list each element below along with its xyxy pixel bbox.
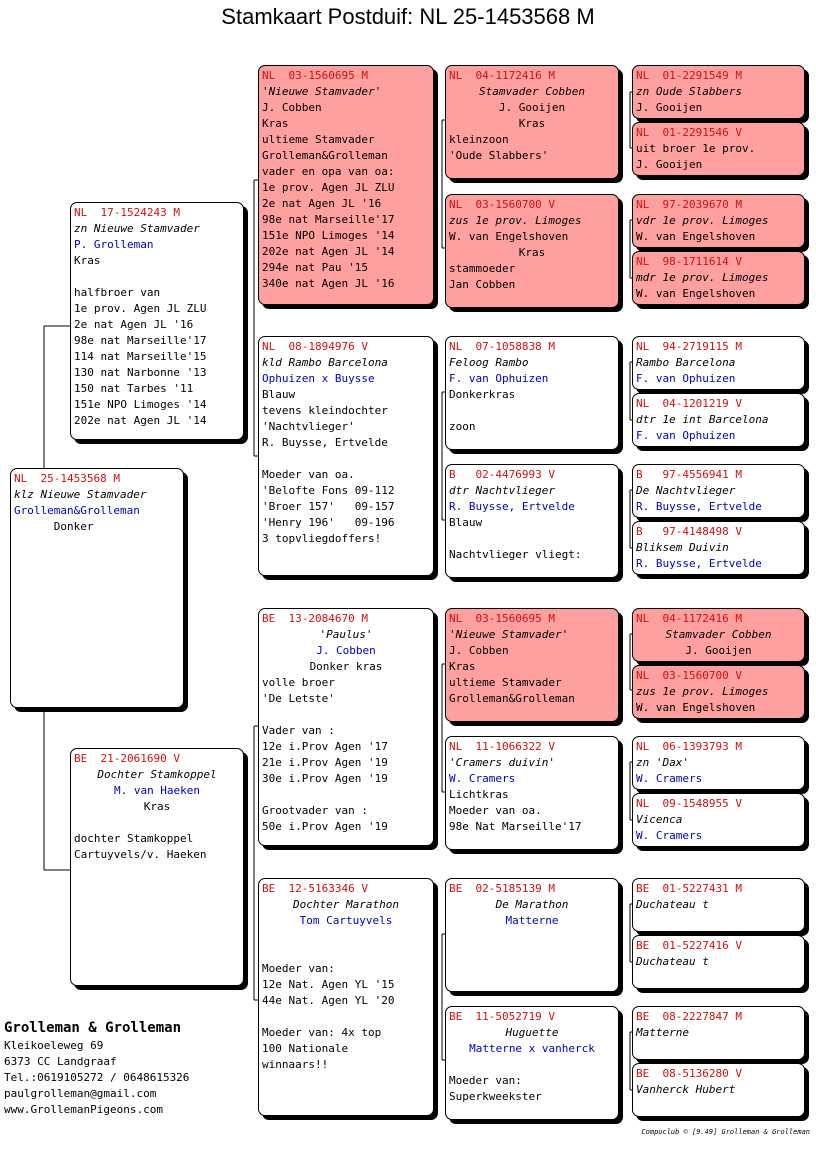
ring-number: NL 17-1524243 M <box>74 206 180 219</box>
pigeon-card <box>258 336 434 576</box>
ring-number: B 97-4556941 M <box>636 468 742 481</box>
pigeon-info-line: vdr 1e prov. Limoges <box>636 214 769 227</box>
pigeon-info-line: 2e nat Agen JL '16 <box>262 197 382 210</box>
ring-number: BE 08-5136280 V <box>636 1067 742 1080</box>
pigeon-info-line: Stamvader Cobben <box>479 85 585 98</box>
pigeon-card <box>445 878 619 992</box>
pigeon-info-line: 340e nat Agen JL '16 <box>262 277 395 290</box>
pigeon-info-line: De Marathon <box>495 898 569 911</box>
pigeon-card <box>70 748 244 986</box>
pigeon-info-line <box>262 451 433 467</box>
pigeon-info-line: F. van Ophuizen <box>636 372 736 385</box>
pigeon-info-line: zoon <box>449 420 476 433</box>
pigeon-info-line: Bliksem Duivin <box>636 541 729 554</box>
pigeon-info-line: 'Nieuwe Stamvader' <box>449 628 569 641</box>
pigeon-info-line: Donker kras <box>309 660 383 673</box>
page-title: Stamkaart Postduif: NL 25-1453568 M <box>221 4 595 29</box>
pigeon-info-line: ultieme Stamvader <box>449 676 562 689</box>
pigeon-info-line: P. Grolleman <box>74 238 154 251</box>
ring-number: NL 03-1560700 V <box>636 669 742 682</box>
pigeon-card <box>632 393 805 447</box>
pigeon-info-line: 'Oude Slabbers' <box>449 149 549 162</box>
pigeon-info-line: Kras <box>143 800 171 813</box>
pigeon-card <box>632 251 805 305</box>
pigeon-info-line: 12e i.Prov Agen '17 <box>262 740 388 753</box>
pigeon-info-line: 'Cramers duivin' <box>449 756 555 769</box>
pigeon-info-line: R. Buysse, Ertvelde <box>636 500 762 513</box>
pigeon-info-line: Kras <box>449 660 476 673</box>
pigeon-info-line: 'Belofte Fons 09-112 <box>262 484 395 497</box>
pigeon-card <box>445 65 619 179</box>
pigeon-info-line: stammoeder <box>449 262 516 275</box>
pigeon-info-line: Kras <box>74 254 101 267</box>
pigeon-info-line: 50e i.Prov Agen '19 <box>262 820 388 833</box>
pigeon-card <box>632 1063 805 1117</box>
ring-number: BE 12-5163346 V <box>262 882 368 895</box>
ring-number: NL 97-2039670 M <box>636 198 742 211</box>
pigeon-card <box>445 736 619 850</box>
ring-number: NL 08-1894976 V <box>262 340 368 353</box>
pigeon-info-line: R. Buysse, Ertvelde <box>449 500 575 513</box>
pigeon-info-line: 12e Nat. Agen YL '15 <box>262 978 395 991</box>
pigeon-info-line: Moeder van: <box>449 1074 522 1087</box>
pigeon-info-line: W. van Engelshoven <box>636 701 756 714</box>
pigeon-info-line: dtr 1e int Barcelona <box>636 413 769 426</box>
ring-number: BE 02-5185139 M <box>449 882 555 895</box>
pigeon-info-line: tevens kleindochter <box>262 404 388 417</box>
pigeon-card <box>632 665 805 719</box>
pigeon-info-line: volle broer <box>262 676 335 689</box>
ring-number: NL 09-1548955 V <box>636 797 742 810</box>
software-credit: Compuclub © [9.49] Grolleman & Grolleman <box>641 1128 810 1136</box>
pigeon-info-line: 44e Nat. Agen YL '20 <box>262 994 395 1007</box>
pigeon-info-line: 151e NPO Limoges '14 <box>74 398 207 411</box>
pigeon-info-line: Tom Cartuyvels <box>299 914 393 927</box>
pigeon-card <box>258 878 434 1116</box>
pigeon-info-line: De Nachtvlieger <box>636 484 736 497</box>
pigeon-info-line: F. van Ophuizen <box>636 429 736 442</box>
pigeon-card <box>632 793 805 847</box>
breeder-phone: Tel.:0619105272 / 0648615326 <box>4 1071 190 1084</box>
pigeon-card <box>632 935 805 989</box>
pigeon-card <box>258 65 434 305</box>
ring-number: NL 04-1172416 M <box>636 612 742 625</box>
pigeon-card <box>632 336 805 390</box>
pigeon-info-line: zn Nieuwe Stamvader <box>74 222 200 235</box>
pigeon-info-line: dochter Stamkoppel <box>74 832 194 845</box>
pigeon-info-line: Blauw <box>262 388 296 401</box>
pigeon-info-line: J. Gooijen <box>498 101 566 114</box>
pigeon-info-line: uit broer 1e prov. <box>636 142 756 155</box>
pigeon-info-line: Vanherck Hubert <box>636 1083 736 1096</box>
ring-number: BE 13-2084670 M <box>262 612 368 625</box>
pigeon-info-line: J. Gooijen <box>636 101 703 114</box>
ring-number: BE 08-2227847 M <box>636 1010 742 1023</box>
pigeon-info-line <box>74 815 243 831</box>
ring-number: NL 98-1711614 V <box>636 255 742 268</box>
breeder-address-street: Kleikoeleweg 69 <box>4 1039 104 1052</box>
pigeon-card <box>445 336 619 450</box>
pigeon-info-line: 130 nat Narbonne '13 <box>74 366 207 379</box>
pigeon-info-line: kld Rambo Barcelona <box>262 356 388 369</box>
pigeon-card <box>632 194 805 248</box>
pigeon-info-line: J. Cobben <box>262 101 322 114</box>
pigeon-info-line: 'Henry 196' 09-196 <box>262 516 395 529</box>
ring-number: NL 03-1560700 V <box>449 198 555 211</box>
ring-number: NL 07-1058838 M <box>449 340 555 353</box>
pigeon-info-line: winnaars!! <box>262 1058 329 1071</box>
pigeon-info-line: Nachtvlieger vliegt: <box>449 548 582 561</box>
pigeon-card <box>445 1006 619 1120</box>
pigeon-info-line: Dochter Marathon <box>293 898 399 911</box>
pigeon-info-line <box>262 929 433 945</box>
pigeon-info-line: Jan Cobben <box>449 278 516 291</box>
pigeon-info-line: Blauw <box>449 516 483 529</box>
pigeon-info-line: R. Buysse, Ertvelde <box>636 557 762 570</box>
pigeon-info-line: kleinzoon <box>449 133 509 146</box>
pigeon-card <box>10 468 184 708</box>
pigeon-info-line: vader en opa van oa: <box>262 165 395 178</box>
pigeon-card <box>445 608 619 722</box>
ring-number: NL 25-1453568 M <box>14 472 120 485</box>
pigeon-info-line: W. van Engelshoven <box>636 230 756 243</box>
ring-number: NL 01-2291549 M <box>636 69 742 82</box>
pigeon-info-line: J. Cobben <box>449 644 509 657</box>
pigeon-info-line <box>449 403 618 419</box>
pigeon-info-line: 1e prov. Agen JL ZLU <box>74 302 207 315</box>
pigeon-info-line: Kras <box>518 246 546 259</box>
ring-number: B 02-4476993 V <box>449 468 555 481</box>
pigeon-info-line: Grolleman&Grolleman <box>449 692 575 705</box>
pigeon-info-line: Moeder van oa. <box>449 804 542 817</box>
pigeon-info-line: Matterne x vanherck <box>469 1042 595 1055</box>
ring-number: NL 11-1066322 V <box>449 740 555 753</box>
pigeon-card <box>445 194 619 308</box>
pigeon-info-line: W. van Engelshoven <box>449 230 569 243</box>
pigeon-info-line: 98e nat Marseille'17 <box>74 334 207 347</box>
pigeon-info-line: 98e nat Marseille'17 <box>262 213 395 226</box>
ring-number: NL 04-1172416 M <box>449 69 555 82</box>
breeder-name: Grolleman & Grolleman <box>4 1020 182 1036</box>
pigeon-info-line: Grolleman&Grolleman <box>14 504 140 517</box>
pigeon-info-line: 150 nat Tarbes '11 <box>74 382 194 395</box>
pigeon-info-line: klz Nieuwe Stamvader <box>14 488 147 501</box>
pigeon-info-line: Superkweekster <box>449 1090 542 1103</box>
pigeon-info-line: W. Cramers <box>636 829 703 842</box>
pigeon-info-line: Lichtkras <box>449 788 509 801</box>
pigeon-info-line: 'Broer 157' 09-157 <box>262 500 395 513</box>
pigeon-info-line: F. van Ophuizen <box>449 372 549 385</box>
pigeon-info-line: Huguette <box>505 1026 559 1039</box>
ring-number: NL 03-1560695 M <box>449 612 555 625</box>
pigeon-info-line: Moeder van oa. <box>262 468 355 481</box>
pigeon-info-line: Vader van : <box>262 724 335 737</box>
pigeon-card <box>632 608 805 662</box>
pigeon-info-line: Grootvader van : <box>262 804 368 817</box>
pigeon-info-line: Donkerkras <box>449 388 516 401</box>
pigeon-card <box>632 521 805 575</box>
pigeon-info-line: W. Cramers <box>449 772 516 785</box>
breeder-email: paulgrolleman@gmail.com <box>4 1087 157 1100</box>
pigeon-card <box>632 65 805 119</box>
pigeon-info-line: Vicenca <box>636 813 683 826</box>
pigeon-info-line: Dochter Stamkoppel <box>97 768 217 781</box>
pigeon-info-line: 3 topvliegdoffers! <box>262 532 382 545</box>
pigeon-info-line: 151e NPO Limoges '14 <box>262 229 395 242</box>
pigeon-info-line: W. van Engelshoven <box>636 287 756 300</box>
pigeon-info-line: J. Gooijen <box>636 158 703 171</box>
pigeon-info-line: 202e nat Agen JL '14 <box>262 245 395 258</box>
ring-number: BE 21-2061690 V <box>74 752 180 765</box>
pigeon-info-line: zus 1e prov. Limoges <box>449 214 582 227</box>
pigeon-info-line: R. Buysse, Ertvelde <box>262 436 388 449</box>
pigeon-info-line: 30e i.Prov Agen '19 <box>262 772 388 785</box>
pigeon-info-line: Matterne <box>636 1026 689 1039</box>
pigeon-info-line: 'Nachtvlieger' <box>262 420 355 433</box>
ring-number: BE 01-5227431 M <box>636 882 742 895</box>
pigeon-card <box>632 878 805 932</box>
pigeon-info-line <box>74 269 243 285</box>
pigeon-card <box>632 464 805 518</box>
pigeon-info-line: Grolleman&Grolleman <box>262 149 388 162</box>
breeder-info <box>4 1018 189 1118</box>
pigeon-card <box>632 1006 805 1060</box>
ring-number: NL 04-1201219 V <box>636 397 742 410</box>
pigeon-info-line: Matterne <box>505 914 559 927</box>
ring-number: BE 01-5227416 V <box>636 939 742 952</box>
pigeon-info-line: ultieme Stamvader <box>262 133 375 146</box>
ring-number: BE 11-5052719 V <box>449 1010 555 1023</box>
pigeon-info-line <box>262 1009 433 1025</box>
pigeon-info-line: J. Gooijen <box>685 644 752 657</box>
pigeon-info-line: 1e prov. Agen JL ZLU <box>262 181 395 194</box>
pigeon-info-line: Stamvader Cobben <box>665 628 772 641</box>
breeder-website: www.GrollemanPigeons.com <box>4 1103 163 1116</box>
pigeon-info-line: 294e nat Pau '15 <box>262 261 368 274</box>
pigeon-info-line: 114 nat Marseille'15 <box>74 350 207 363</box>
pigeon-info-line: 'De Letste' <box>262 692 335 705</box>
pigeon-info-line: Ophuizen x Buysse <box>262 372 375 385</box>
pigeon-info-line: halfbroer van <box>74 286 161 299</box>
pigeon-info-line: 'Paulus' <box>319 628 373 641</box>
pigeon-info-line: Donker <box>14 520 94 533</box>
pigeon-info-line: zn 'Dax' <box>636 756 689 769</box>
pigeon-info-line: dtr Nachtvlieger <box>449 484 555 497</box>
pigeon-info-line: Cartuyvels/v. Haeken <box>74 848 207 861</box>
pigeon-info-line: 100 Nationale <box>262 1042 349 1055</box>
pigeon-card <box>632 122 805 176</box>
ring-number: B 97-4148498 V <box>636 525 742 538</box>
pigeon-info-line: Moeder van: <box>262 962 335 975</box>
ring-number: NL 06-1393793 M <box>636 740 742 753</box>
pigeon-info-line <box>262 707 433 723</box>
pigeon-info-line: 21e i.Prov Agen '19 <box>262 756 388 769</box>
ring-number: NL 01-2291546 V <box>636 126 742 139</box>
pigeon-info-line: Duchateau t <box>636 898 709 911</box>
pigeon-info-line: M. van Haeken <box>113 784 201 797</box>
pigeon-info-line: Moeder van: 4x top <box>262 1026 382 1039</box>
pigeon-info-line: zn Oude Slabbers <box>636 85 742 98</box>
pigeon-info-line: zus 1e prov. Limoges <box>636 685 769 698</box>
ring-number: NL 03-1560695 M <box>262 69 368 82</box>
pigeon-info-line: Feloog Rambo <box>449 356 529 369</box>
ring-number: NL 94-2719115 M <box>636 340 742 353</box>
pigeon-card <box>445 464 619 578</box>
pigeon-info-line: Rambo Barcelona <box>636 356 736 369</box>
pigeon-info-line <box>449 1057 618 1073</box>
pigeon-info-line: 2e nat Agen JL '16 <box>74 318 194 331</box>
breeder-address-city: 6373 CC Landgraaf <box>4 1055 117 1068</box>
pigeon-info-line: 'Nieuwe Stamvader' <box>262 85 382 98</box>
pigeon-info-line <box>262 787 433 803</box>
pigeon-card <box>258 608 434 846</box>
pigeon-info-line: 98e Nat Marseille'17 <box>449 820 582 833</box>
pigeon-info-line: 202e nat Agen JL '14 <box>74 414 207 427</box>
pigeon-info-line: mdr 1e prov. Limoges <box>636 271 769 284</box>
pigeon-info-line <box>449 531 618 547</box>
pigeon-info-line: J. Cobben <box>316 644 376 657</box>
pigeon-info-line: Duchateau t <box>636 955 709 968</box>
pigeon-info-line <box>262 945 433 961</box>
pigeon-card <box>70 202 244 440</box>
pigeon-info-line: Kras <box>262 117 289 130</box>
pigeon-info-line: W. Cramers <box>636 772 703 785</box>
pigeon-card <box>632 736 805 790</box>
pigeon-info-line: Kras <box>518 117 546 130</box>
